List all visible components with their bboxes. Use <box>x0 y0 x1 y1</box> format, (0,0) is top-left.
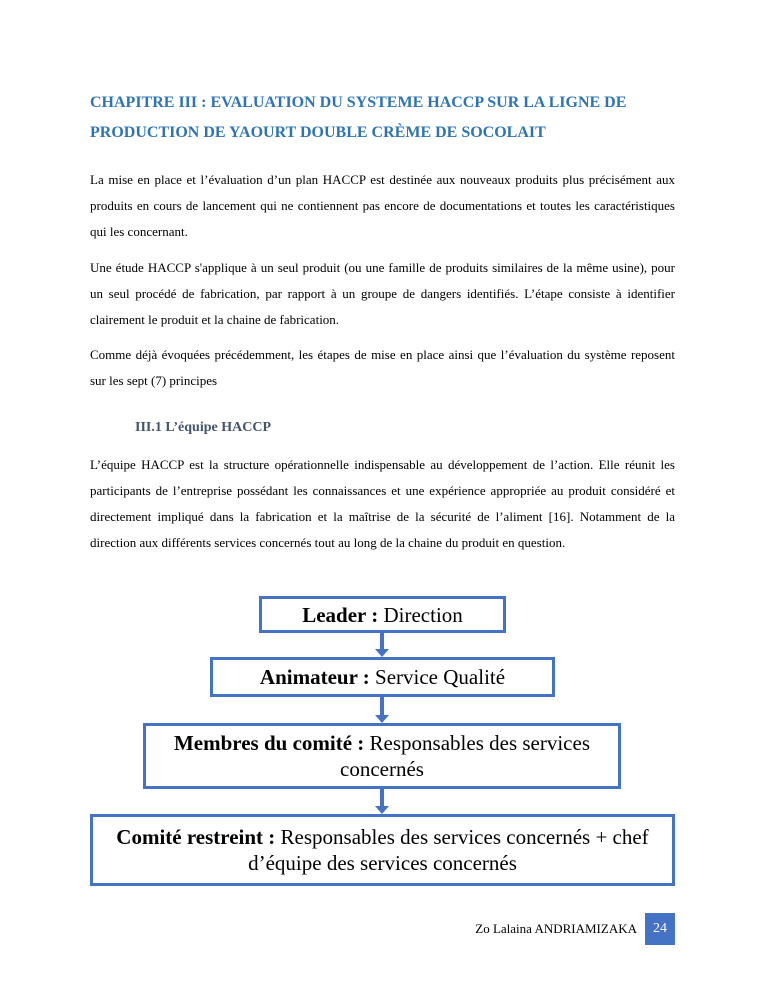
arrow-down-icon <box>375 789 389 814</box>
footer-author: Zo Lalaina ANDRIAMIZAKA <box>475 921 637 936</box>
org-role-animateur: Animateur : <box>259 665 370 689</box>
page-number: 24 <box>645 913 675 945</box>
org-desc-membres: Responsables des services concernés <box>340 731 590 781</box>
paragraph-intro: La mise en place et l’évaluation d’un plan HACCP est destinée aux nouveaux produits plus précisément aux produits en cours de lancement qui ne contiennent pas encore de documentations et toutes les caractéristiques qui les concernant. <box>90 172 675 239</box>
org-box-leader <box>259 596 506 633</box>
paragraph-principles: Comme déjà évoquées précédemment, les étapes de mise en place ainsi que l’évaluation du système reposent sur les sept (7) principes <box>90 347 675 388</box>
org-box-animateur <box>210 657 555 697</box>
org-desc-animateur: Service Qualité <box>375 665 506 689</box>
arrow-down-icon <box>375 697 389 723</box>
paragraph-team: L’équipe HACCP est la structure opérationnelle indispensable au développement de l’action. Elle réunit les participants de l’entreprise possédant les connaissances et une expérience appropriée au produit considéré et directement impliqué dans la fabrication et la maîtrise de la sécurité de l’aliment [16]. Notamment de la direction aux différents services concernés tout au long de la chaine du produit en question. <box>90 457 675 550</box>
org-role-comite-restreint: Comité restreint : <box>116 825 276 849</box>
paragraph-haccp-study: Une étude HACCP s'applique à un seul produit (ou une famille de produits similaires de la même usine), pour un seul procédé de fabrication, par rapport à un groupe de dangers identifiés. L’étape consiste à identifier clairement le produit et la chaine de fabrication. <box>90 260 675 327</box>
org-box-membres <box>143 723 621 789</box>
chapter-title: CHAPITRE III : EVALUATION DU SYSTEME HACCP SUR LA LIGNE DE PRODUCTION DE YAOURT DOUBLE CRÈME DE SOCOLAIT <box>90 94 627 141</box>
org-desc-comite-restreint: Responsables des services concernés + chef d’équipe des services concernés <box>248 825 649 875</box>
org-role-leader: Leader : <box>302 602 379 627</box>
org-desc-leader: Direction <box>383 602 463 627</box>
org-role-membres: Membres du comité : <box>173 731 365 755</box>
org-box-comite-restreint <box>90 814 675 886</box>
arrow-down-icon <box>375 633 389 657</box>
section-heading: III.1 L’équipe HACCP <box>135 420 272 435</box>
